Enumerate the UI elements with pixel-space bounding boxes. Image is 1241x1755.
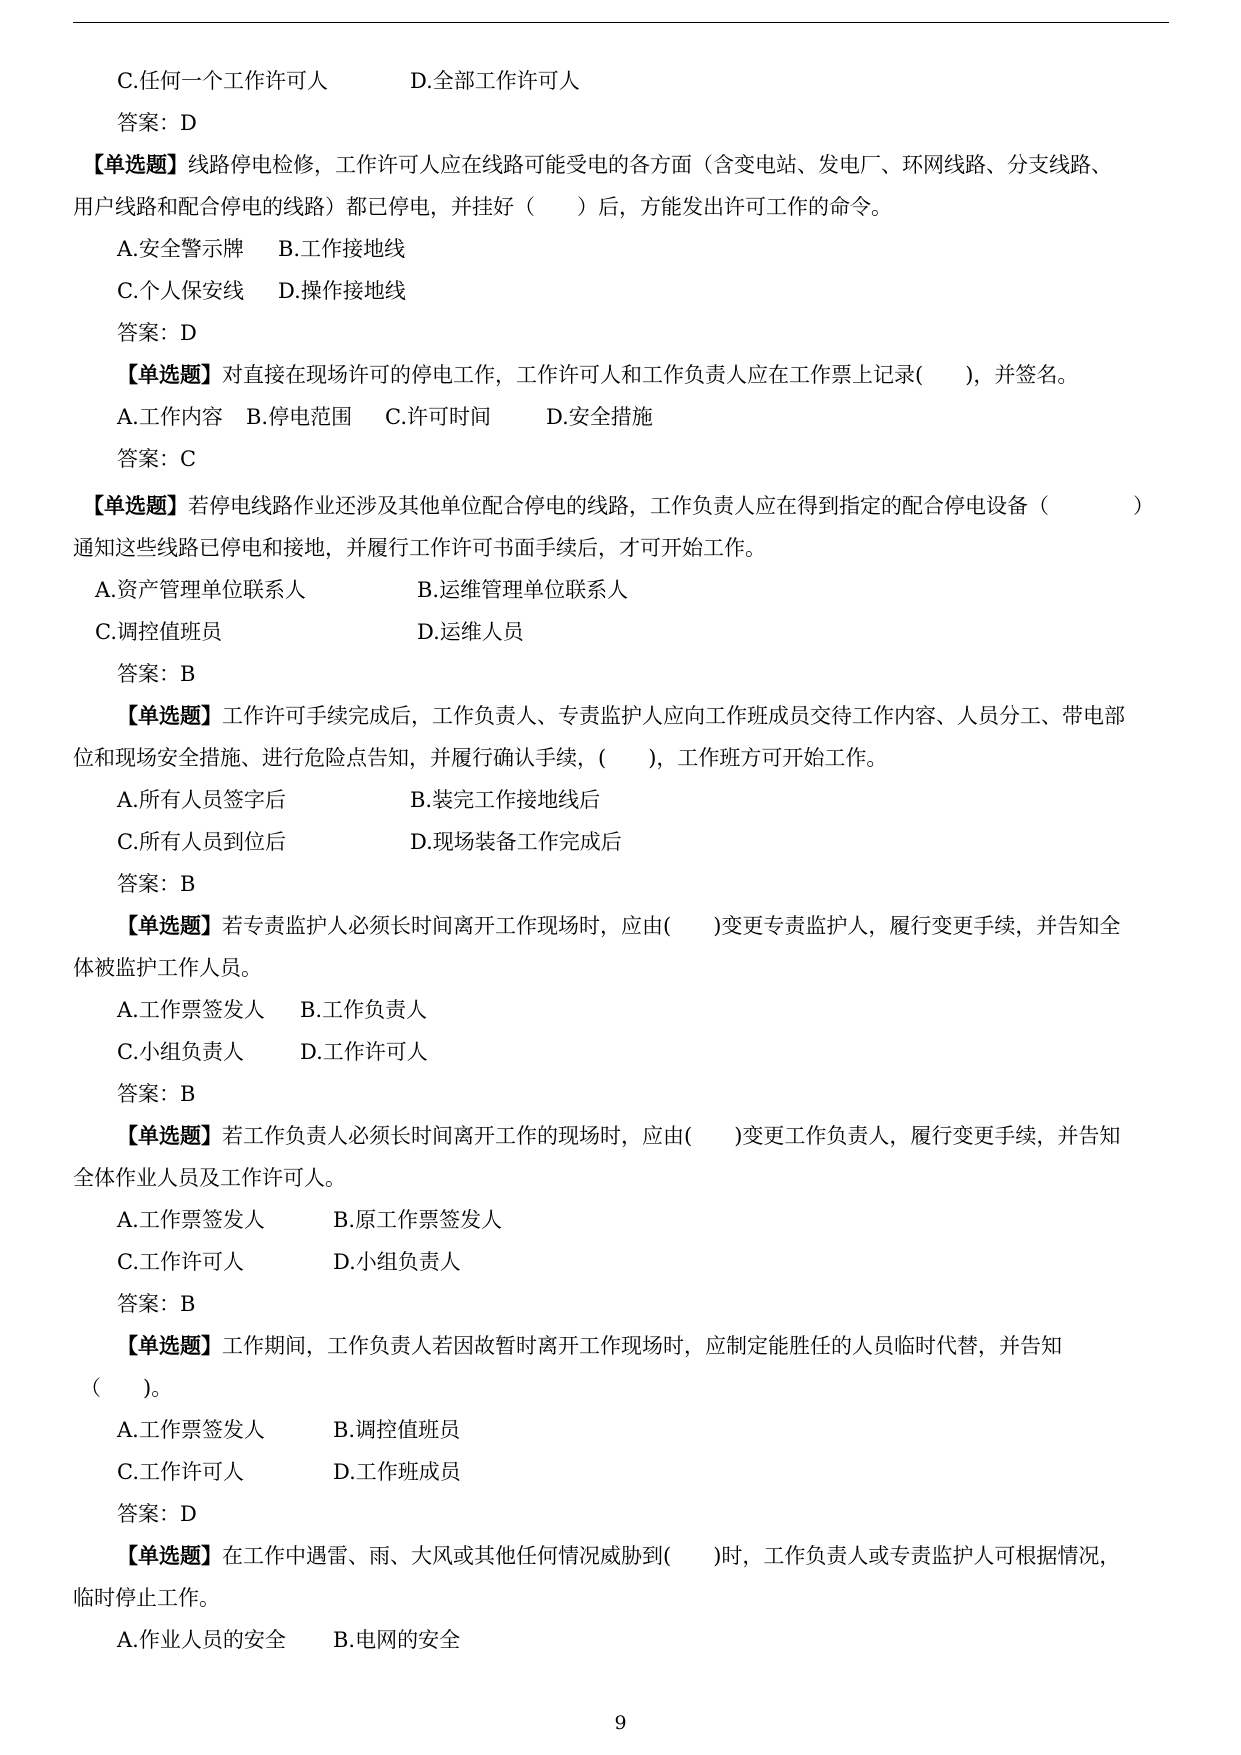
option-a: A.资产管理单位联系人 xyxy=(95,578,306,602)
answer: 答案：D xyxy=(117,1502,197,1526)
question-type-tag: 【单选题】 xyxy=(83,152,188,177)
option-d: D.全部工作许可人 xyxy=(410,69,580,93)
question-type-tag: 【单选题】 xyxy=(83,493,188,518)
option-a: A.安全警示牌 xyxy=(117,237,244,261)
answer: 答案：D xyxy=(117,111,197,135)
question-type-tag: 【单选题】 xyxy=(117,1543,222,1568)
option-d: D.操作接地线 xyxy=(278,279,406,303)
option-c: C.调控值班员 xyxy=(95,620,222,644)
question-stem-cont: 位和现场安全措施、进行危险点告知，并履行确认手续，( )，工作班方可开始工作。 xyxy=(73,746,888,770)
question-stem: 【单选题】在工作中遇雷、雨、大风或其他任何情况威胁到( )时，工作负责人或专责监护人可根据情况， xyxy=(117,1543,1121,1568)
option-c: C.工作许可人 xyxy=(117,1460,244,1484)
answer: 答案：D xyxy=(117,321,197,345)
option-d: D.工作许可人 xyxy=(300,1040,428,1064)
option-a: A.工作内容 xyxy=(117,405,223,429)
question-stem: 【单选题】工作期间，工作负责人若因故暂时离开工作现场时，应制定能胜任的人员临时代替，并告知 xyxy=(117,1333,1062,1358)
option-a: A.作业人员的安全 xyxy=(117,1628,286,1652)
question-stem: 【单选题】工作许可手续完成后，工作负责人、专责监护人应向工作班成员交待工作内容、人员分工、带电部 xyxy=(117,703,1125,728)
option-b: B.电网的安全 xyxy=(333,1628,461,1652)
question-type-tag: 【单选题】 xyxy=(117,362,222,387)
option-b: B.工作接地线 xyxy=(278,237,406,261)
option-a: A.工作票签发人 xyxy=(117,1208,265,1232)
option-d: D.小组负责人 xyxy=(333,1250,461,1274)
option-a: A.工作票签发人 xyxy=(117,1418,265,1442)
question-stem: 【单选题】若专责监护人必须长时间离开工作现场时，应由( )变更专责监护人，履行变更手续，并告知全 xyxy=(117,913,1121,938)
option-b: B.运维管理单位联系人 xyxy=(417,578,629,602)
question-stem-cont: 通知这些线路已停电和接地，并履行工作许可书面手续后，才可开始工作。 xyxy=(73,536,766,560)
option-d: D.工作班成员 xyxy=(333,1460,461,1484)
option-b: B.调控值班员 xyxy=(333,1418,461,1442)
option-a: A.工作票签发人 xyxy=(117,998,265,1022)
question-stem: 【单选题】若停电线路作业还涉及其他单位配合停电的线路，工作负责人应在得到指定的配合停电设备（ ） xyxy=(83,493,1154,518)
answer: 答案：B xyxy=(117,872,196,896)
option-b: B.装完工作接地线后 xyxy=(410,788,601,812)
question-stem-cont: 临时停止工作。 xyxy=(73,1586,220,1610)
question-stem: 【单选题】线路停电检修，工作许可人应在线路可能受电的各方面（含变电站、发电厂、环网线路、分支线路、 xyxy=(83,152,1112,177)
option-c: C.所有人员到位后 xyxy=(117,830,286,854)
option-d: D.运维人员 xyxy=(417,620,524,644)
question-stem: 【单选题】若工作负责人必须长时间离开工作的现场时，应由( )变更工作负责人，履行变更手续，并告知 xyxy=(117,1123,1121,1148)
option-b: B.停电范围 xyxy=(246,405,353,429)
option-c: C.个人保安线 xyxy=(117,279,244,303)
question-type-tag: 【单选题】 xyxy=(117,913,222,938)
question-stem: 【单选题】对直接在现场许可的停电工作，工作许可人和工作负责人应在工作票上记录( )，并签名。 xyxy=(117,362,1079,387)
answer: 答案：C xyxy=(117,447,197,471)
question-type-tag: 【单选题】 xyxy=(117,1333,222,1358)
header-rule xyxy=(73,22,1169,23)
question-type-tag: 【单选题】 xyxy=(117,1123,222,1148)
option-d: D.安全措施 xyxy=(546,405,653,429)
question-stem-cont: 体被监护工作人员。 xyxy=(73,956,262,980)
option-c: C.任何一个工作许可人 xyxy=(117,69,328,93)
question-stem-cont: 全体作业人员及工作许可人。 xyxy=(73,1166,346,1190)
answer: 答案：B xyxy=(117,1082,196,1106)
answer: 答案：B xyxy=(117,1292,196,1316)
question-stem-cont: （ )。 xyxy=(80,1376,173,1400)
option-c: C.许可时间 xyxy=(385,405,491,429)
question-stem-cont: 用户线路和配合停电的线路）都已停电，并挂好（ ）后，方能发出许可工作的命令。 xyxy=(73,195,892,219)
option-c: C.工作许可人 xyxy=(117,1250,244,1274)
answer: 答案：B xyxy=(117,662,196,686)
option-b: B.原工作票签发人 xyxy=(333,1208,503,1232)
option-a: A.所有人员签字后 xyxy=(117,788,286,812)
option-d: D.现场装备工作完成后 xyxy=(410,830,622,854)
question-type-tag: 【单选题】 xyxy=(117,703,222,728)
option-b: B.工作负责人 xyxy=(300,998,428,1022)
page-number: 9 xyxy=(614,1712,627,1734)
option-c: C.小组负责人 xyxy=(117,1040,244,1064)
